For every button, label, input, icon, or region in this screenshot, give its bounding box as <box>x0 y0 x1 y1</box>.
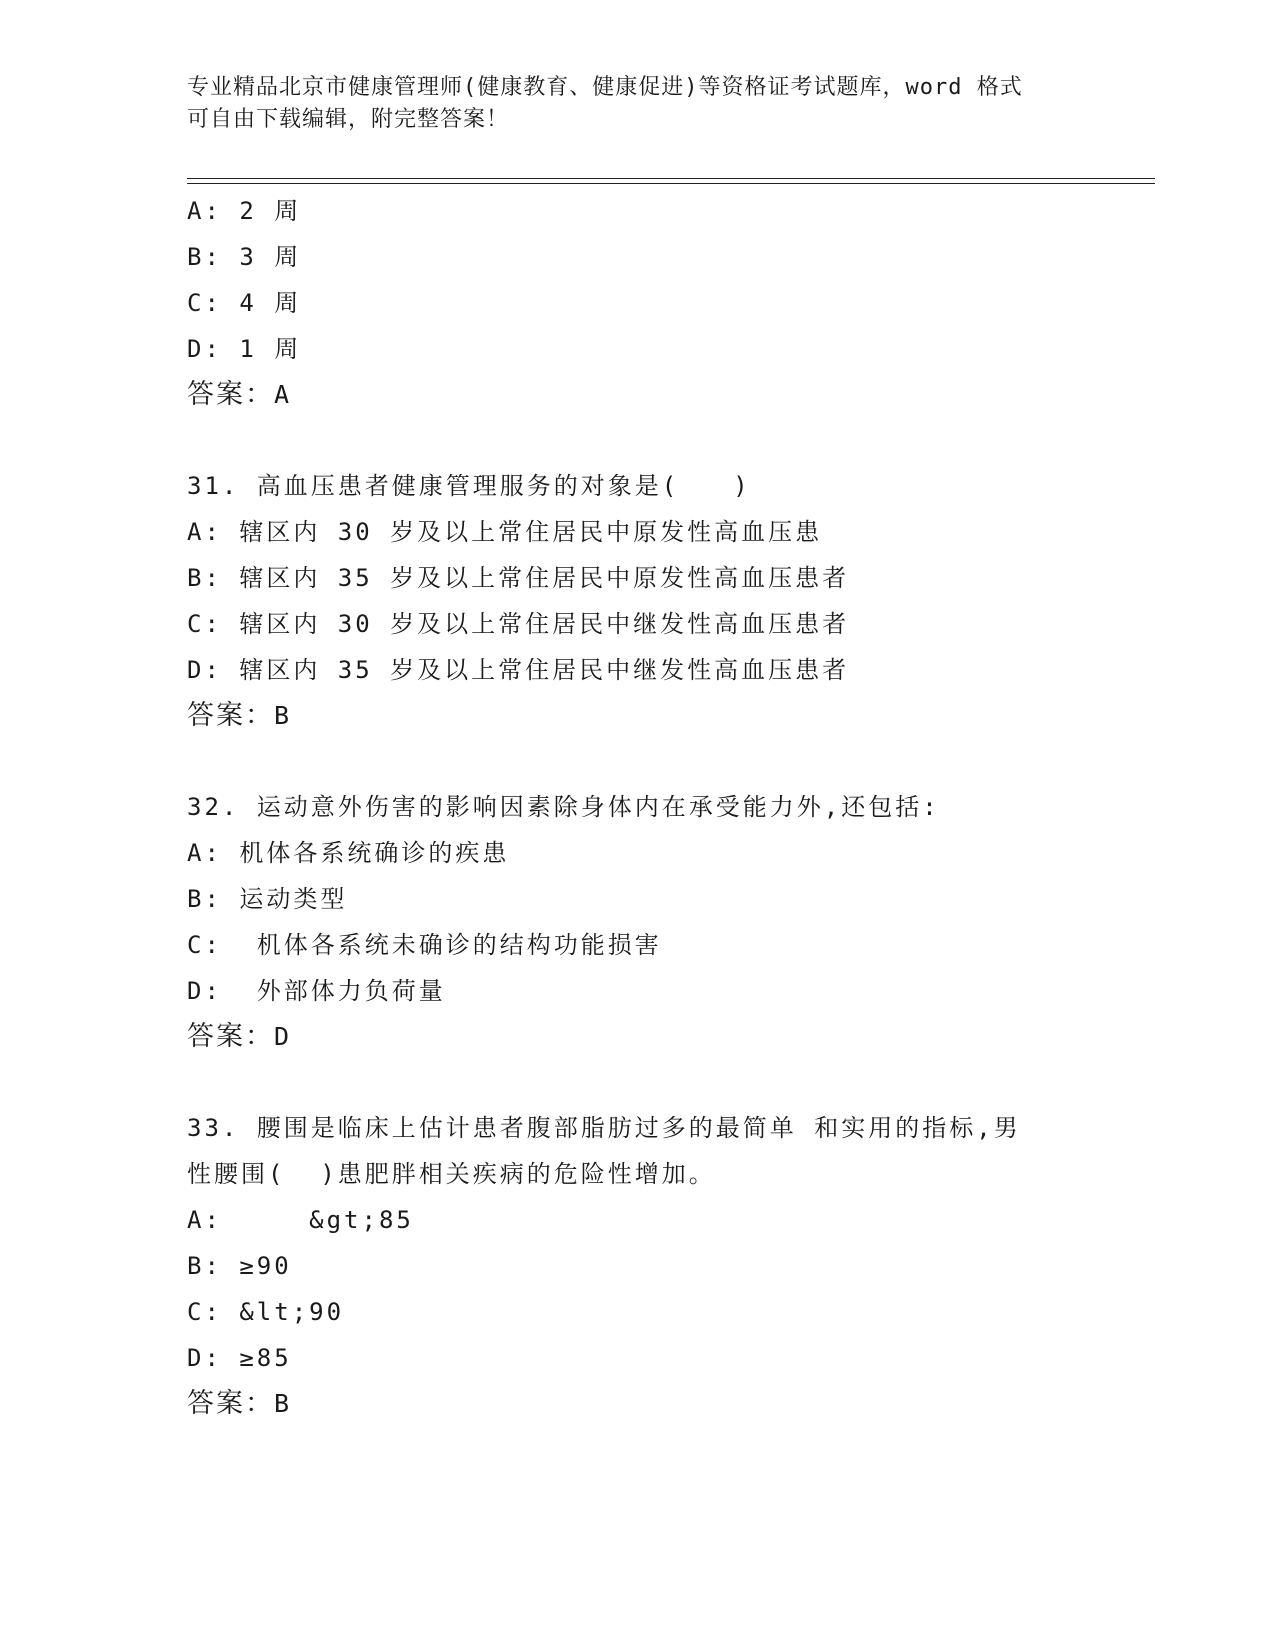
option-line: B: 运动类型 <box>187 885 348 913</box>
question-block <box>187 1105 1147 1427</box>
answer-line <box>187 1381 1147 1427</box>
option-line: A: 2 周 <box>187 197 302 225</box>
header-divider <box>187 183 1155 184</box>
answer-line <box>187 693 1147 739</box>
option-line: C: 4 周 <box>187 289 302 317</box>
option-line: C: 辖区内 30 岁及以上常住居民中继发性高血压患者 <box>187 610 850 638</box>
option-line: D: ≥85 <box>187 1344 292 1372</box>
option-line: B: ≥90 <box>187 1252 292 1280</box>
document-header <box>187 72 1067 136</box>
option-line: B: 辖区内 35 岁及以上常住居民中原发性高血压患者 <box>187 564 850 592</box>
answer-value: A <box>274 380 292 409</box>
option-line: C: 机体各系统未确诊的结构功能损害 <box>187 931 662 959</box>
answer-value: B <box>274 1389 292 1418</box>
question-block <box>187 188 1147 418</box>
answer-label: 答案： <box>187 700 274 731</box>
header-line: 专业精品北京市健康管理师(健康教育、健康促进)等资格证考试题库，word 格式 <box>187 75 1023 100</box>
option-line: D: 辖区内 35 岁及以上常住居民中继发性高血压患者 <box>187 656 850 684</box>
answer-label: 答案： <box>187 379 274 410</box>
question-stem: 33. 腰围是临床上估计患者腹部脂肪过多的最简单 和实用的指标,男 <box>187 1114 1021 1142</box>
option-line: D: 外部体力负荷量 <box>187 977 446 1005</box>
question-stem: 性腰围( )患肥胖相关疾病的危险性增加。 <box>187 1160 716 1188</box>
answer-value: D <box>274 1022 292 1051</box>
question-block <box>187 784 1147 1060</box>
option-line: D: 1 周 <box>187 335 302 363</box>
header-line: 可自由下载编辑，附完整答案！ <box>187 107 510 132</box>
option-line: A: 机体各系统确诊的疾患 <box>187 839 510 867</box>
option-line: A: &gt;85 <box>187 1206 414 1234</box>
answer-value: B <box>274 701 292 730</box>
question-block <box>187 463 1147 739</box>
option-line: C: &lt;90 <box>187 1298 345 1326</box>
answer-label: 答案： <box>187 1021 274 1052</box>
question-stem: 32. 运动意外伤害的影响因素除身体内在承受能力外,还包括: <box>187 793 940 821</box>
answer-line <box>187 1014 1147 1060</box>
answer-label: 答案： <box>187 1388 274 1419</box>
answer-line <box>187 372 1147 418</box>
option-line: A: 辖区内 30 岁及以上常住居民中原发性高血压患 <box>187 518 823 546</box>
question-stem: 31. 高血压患者健康管理服务的对象是( ) <box>187 472 751 500</box>
question-list <box>187 188 1147 1427</box>
header-divider <box>187 178 1155 179</box>
option-line: B: 3 周 <box>187 243 302 271</box>
